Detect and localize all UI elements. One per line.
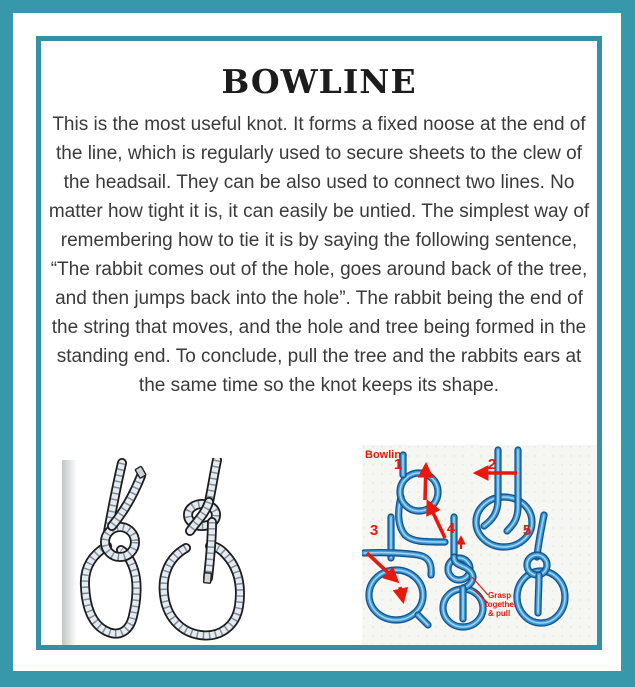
rope-knots-illustration (62, 458, 248, 645)
note-line-2: together (485, 600, 517, 609)
bowline-steps-svg (362, 445, 597, 645)
step-4-label: 4 (446, 520, 456, 537)
rope-knots-svg (62, 458, 248, 645)
bowline-steps-diagram (362, 445, 597, 645)
note-line-3: & pull (488, 609, 511, 618)
page-title: BOWLINE (221, 62, 417, 101)
step-2-label: 2 (487, 456, 497, 473)
page-edge-shadow (62, 460, 77, 645)
arrow-up (425, 465, 426, 500)
knot-card (36, 36, 602, 650)
left-knot (85, 463, 146, 634)
description-paragraph: This is the most useful knot. It forms a fixed noose at the end of the line, which is regularly used to secure sheets to the clew of the headsail. They can be also used to connect two lines. No matter how tight it is, it can easily be untied. The simplest way of remembering how to tie it is by saying the following sentence, “The rabbit comes out of the hole, goes around back of the tree, and then jumps back into the hole”. The rabbit being the end of the string that moves, and the hole and tree being formed in the standing end. To conclude, pull the tree and the rabbits ears at the same time so the knot keeps its shape. (48, 114, 590, 396)
rope-cut-end (204, 573, 212, 584)
note-line-1: Grasp (488, 591, 512, 600)
step-3-label: 3 (369, 522, 379, 539)
step-1-label: 1 (393, 456, 403, 473)
diagram-title: Bowline (365, 449, 408, 461)
right-knot (164, 460, 240, 635)
step-5-label: 5 (522, 522, 532, 539)
